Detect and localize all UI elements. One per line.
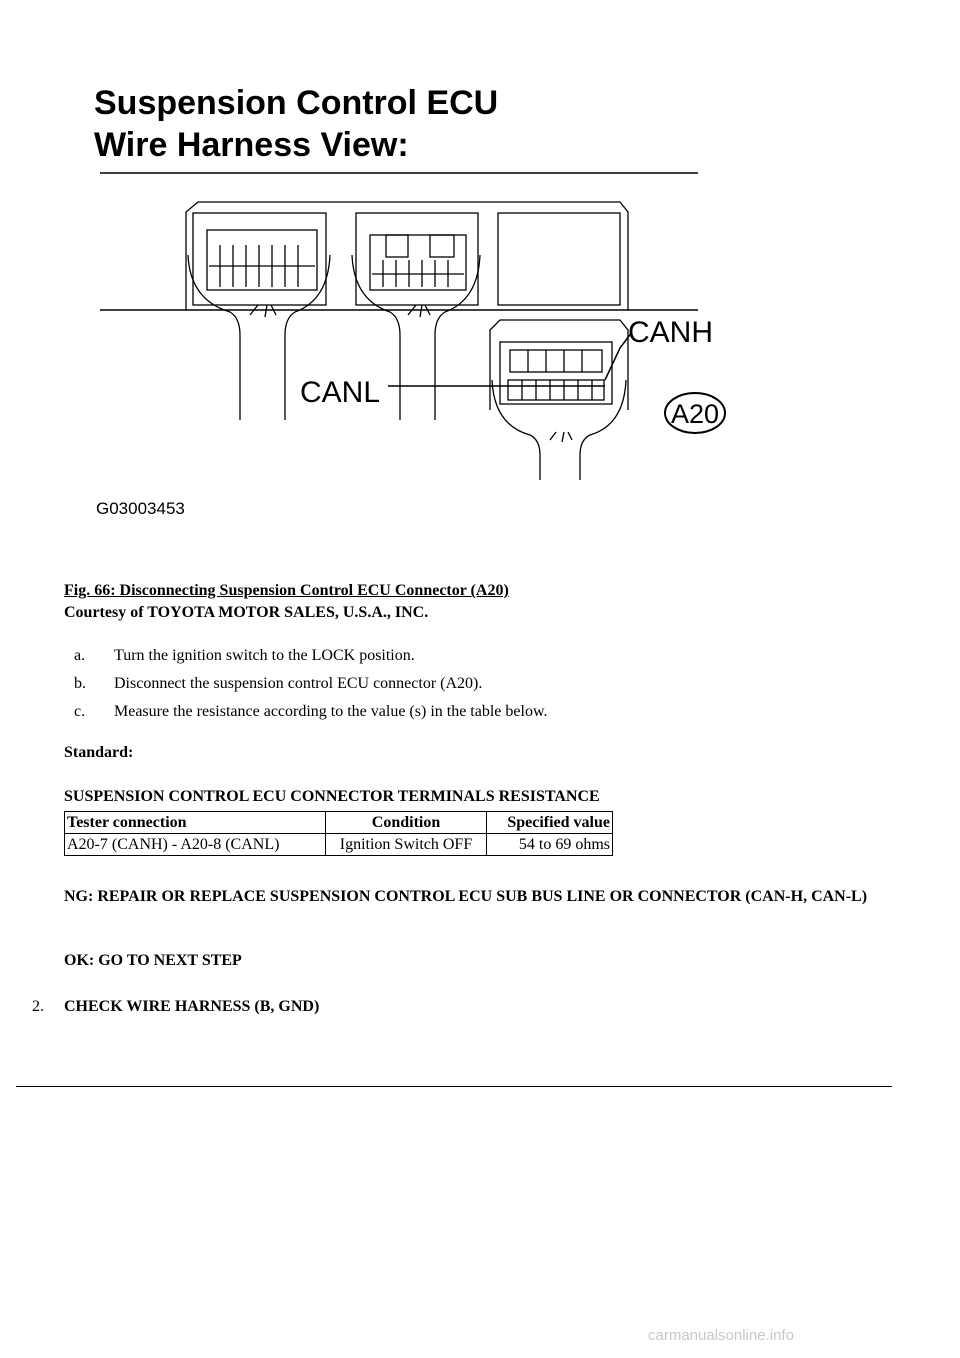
table-title: SUSPENSION CONTROL ECU CONNECTOR TERMINALS RESISTANCE	[64, 788, 600, 805]
figure-code: G03003453	[96, 499, 185, 518]
canh-label: CANH	[628, 316, 714, 349]
step-label: c.	[74, 703, 86, 720]
step-number: 2.	[32, 998, 44, 1015]
page-divider	[16, 1086, 892, 1087]
ecu-housing	[186, 202, 628, 310]
wire-harness-figure	[90, 80, 730, 520]
step-text: Turn the ignition switch to the LOCK position.	[114, 647, 415, 664]
column-header: Specified value	[487, 812, 613, 834]
table-cell: 54 to 69 ohms	[487, 834, 613, 856]
a20-label: A20	[670, 399, 720, 429]
table-header-row	[65, 812, 613, 834]
watermark: carmanualsonline.info	[648, 1327, 794, 1344]
list-item	[74, 674, 547, 702]
table-cell: A20-7 (CANH) - A20-8 (CANL)	[65, 834, 326, 856]
caption-title[interactable]: Fig. 66: Disconnecting Suspension Control ECU Connector (A20)	[64, 582, 509, 599]
figure-caption	[64, 580, 509, 624]
step-2	[32, 998, 319, 1016]
canl-label: CANL	[300, 376, 381, 409]
standard-label: Standard:	[64, 744, 134, 761]
resistance-table	[64, 811, 613, 856]
a20-connector	[490, 320, 628, 480]
step-label: b.	[74, 675, 86, 692]
step-text: Disconnect the suspension control ECU connector (A20).	[114, 675, 483, 692]
column-header: Tester connection	[65, 812, 326, 834]
figure-heading-line1: Suspension Control ECU	[94, 84, 499, 122]
figure-heading-line2: Wire Harness View:	[94, 126, 409, 164]
list-item	[74, 646, 547, 674]
ng-result: NG: REPAIR OR REPLACE SUSPENSION CONTROL ECU SUB BUS LINE OR CONNECTOR (CAN-H, CAN-L)	[64, 888, 868, 905]
procedure-steps	[74, 646, 547, 730]
column-header: Condition	[326, 812, 487, 834]
ok-result: OK: GO TO NEXT STEP	[64, 952, 242, 969]
caption-courtesy: Courtesy of TOYOTA MOTOR SALES, U.S.A., INC.	[64, 604, 429, 621]
table-cell: Ignition Switch OFF	[326, 834, 487, 856]
step-text: Measure the resistance according to the value (s) in the table below.	[114, 703, 548, 720]
step-title: CHECK WIRE HARNESS (B, GND)	[64, 998, 320, 1015]
step-label: a.	[74, 647, 86, 664]
table-row	[65, 834, 613, 856]
list-item	[74, 702, 547, 730]
